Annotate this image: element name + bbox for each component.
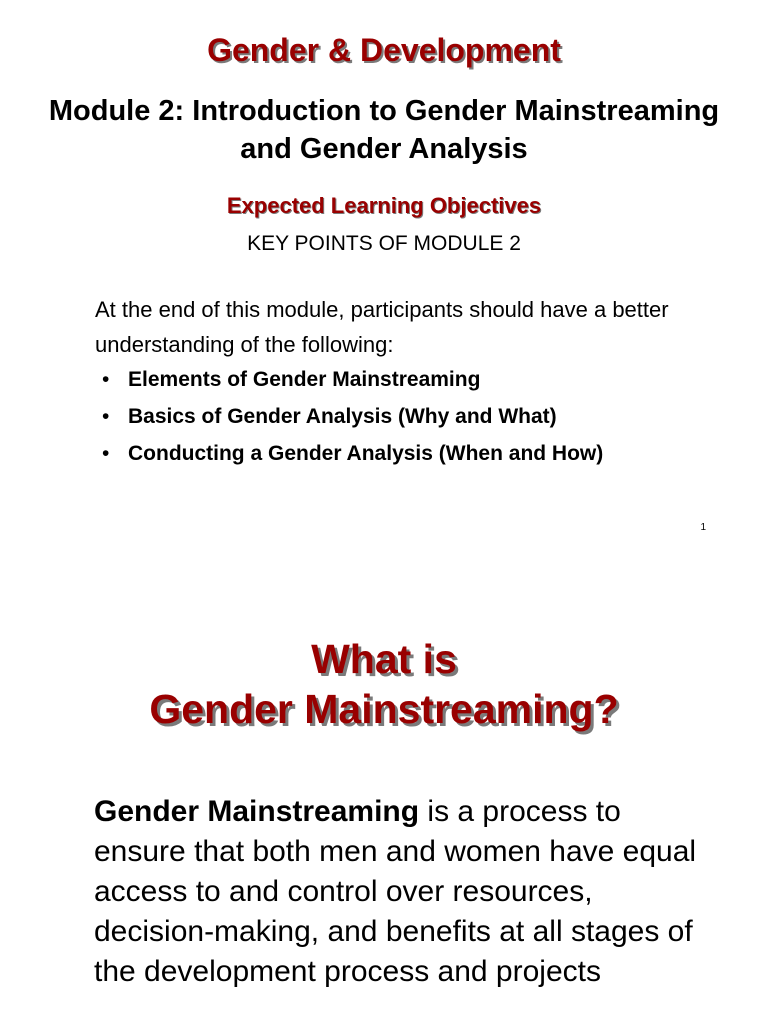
page-number: 1 (700, 522, 706, 533)
course-title: Gender & Development (207, 32, 561, 68)
slide-title-line-2: Gender Mainstreaming? (149, 686, 619, 732)
definition-paragraph (94, 792, 714, 992)
list-item (100, 438, 680, 469)
list-item-text: Elements of Gender Mainstreaming (128, 368, 481, 391)
intro-paragraph (95, 292, 705, 362)
key-points-heading: KEY POINTS OF MODULE 2 (247, 232, 521, 255)
objectives-heading: Expected Learning Objectives (226, 193, 542, 218)
intro-text: At the end of this module, participants should have a better understanding of the following (95, 297, 669, 357)
definition-term: Gender Mainstreaming (94, 795, 420, 828)
list-item (100, 401, 680, 432)
bullet-icon: • (102, 442, 110, 465)
list-item-text: Conducting a Gender Analysis (When and How) (128, 442, 604, 465)
slide-2 (0, 560, 768, 1024)
slide-title-line-1: What is (311, 636, 457, 682)
bullet-icon: • (102, 405, 110, 428)
module-title: Module 2: Introduction to Gender Mainstreaming and Gender Analysis (48, 95, 720, 165)
definition-text: is a process to ensure that both men and women have equal access to and control over resources, decision-making, and benefits at all stages of the development process and projects (94, 795, 697, 988)
list-item-text: Basics of Gender Analysis (Why and What) (128, 405, 557, 428)
intro-colon: : (387, 332, 394, 357)
list-item (100, 364, 680, 395)
slide-title (0, 634, 768, 734)
bullet-icon: • (102, 368, 110, 391)
objectives-list (100, 364, 680, 475)
